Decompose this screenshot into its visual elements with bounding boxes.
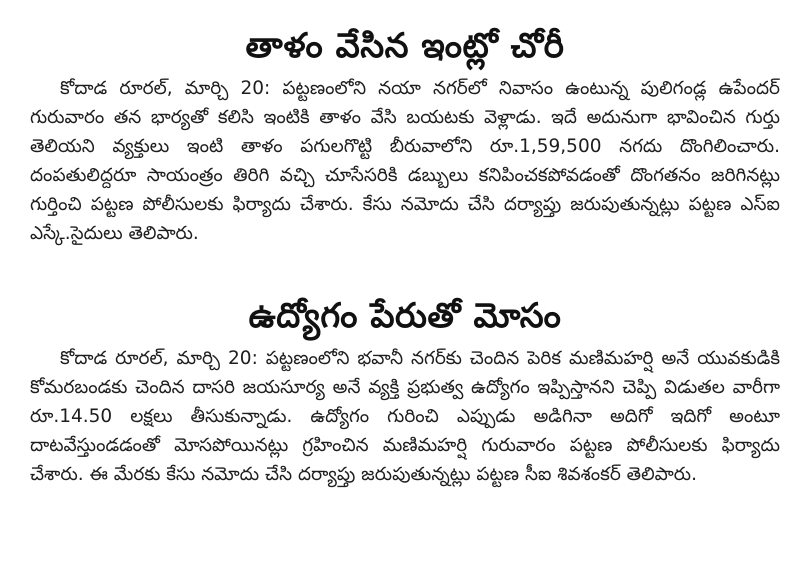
article-body: కోదాడ రూరల్, మార్చి 20: పట్టణంలోని నయా నగర్‌లో నివాసం ఉంటున్న పులిగండ్ల ఉపేందర్ గురువారం తన భార్యతో కలిసి ఇంటికి తాళం వేసి బయటకు వెళ్లాడు. ఇదే అదునుగా భావించిన గుర్తు తెలియని వ్యక్తులు ఇంటి తాళం పగులగొట్టి బీరువాలోని రూ.1,59,500 నగదు దొంగిలించారు. దంపతులిద్దరూ సాయంత్రం తిరిగి వచ్చి చూసేసరికి డబ్బులు కనిపించకపోవడంతో దొంగతనం జరిగినట్లు గుర్తించి పట్టణ పోలీసులకు ఫిర్యాదు చేశారు. కేసు నమోదు చేసి దర్యాప్తు జరుపుతున్నట్లు పట్టణ ఎస్ఐ ఎస్కే.సైదులు తెలిపారు. bbox=[30, 78, 780, 244]
article-headline: తాళం వేసిన ఇంట్లో చోరీ bbox=[245, 26, 565, 66]
article-theft bbox=[30, 24, 780, 248]
article-job-fraud bbox=[30, 294, 780, 489]
article-body: కోదాడ రూరల్, మార్చి 20: పట్టణంలోని భవానీ నగర్‌కు చెందిన పెరిక మణిమహర్షి అనే యువకుడికి కోమరబండకు చెందిన దాసరి జయసూర్య అనే వ్యక్తి ప్రభుత్వ ఉద్యోగం ఇప్పిస్తానని చెప్పి విడుతల వారీగా రూ.14.50 లక్షలు తీసుకున్నాడు. ఉద్యోగం గురించి ఎప్పుడు అడిగినా అదిగో ఇదిగో అంటూ దాటవేస్తుండడంతో మోసపోయినట్లు గ్రహించిన మణిమహర్షి గురువారం పట్టణ పోలీసులకు ఫిర్యాదు చేశారు. ఈ మేరకు కేసు నమోదు చేసి దర్యాప్తు జరుపుతున్నట్లు పట్టణ సీఐ శివశంకర్ తెలిపారు. bbox=[30, 348, 780, 485]
clipped-previous-text-line bbox=[30, 0, 770, 6]
article-headline: ఉద్యోగం పేరుతో మోసం bbox=[248, 296, 562, 336]
